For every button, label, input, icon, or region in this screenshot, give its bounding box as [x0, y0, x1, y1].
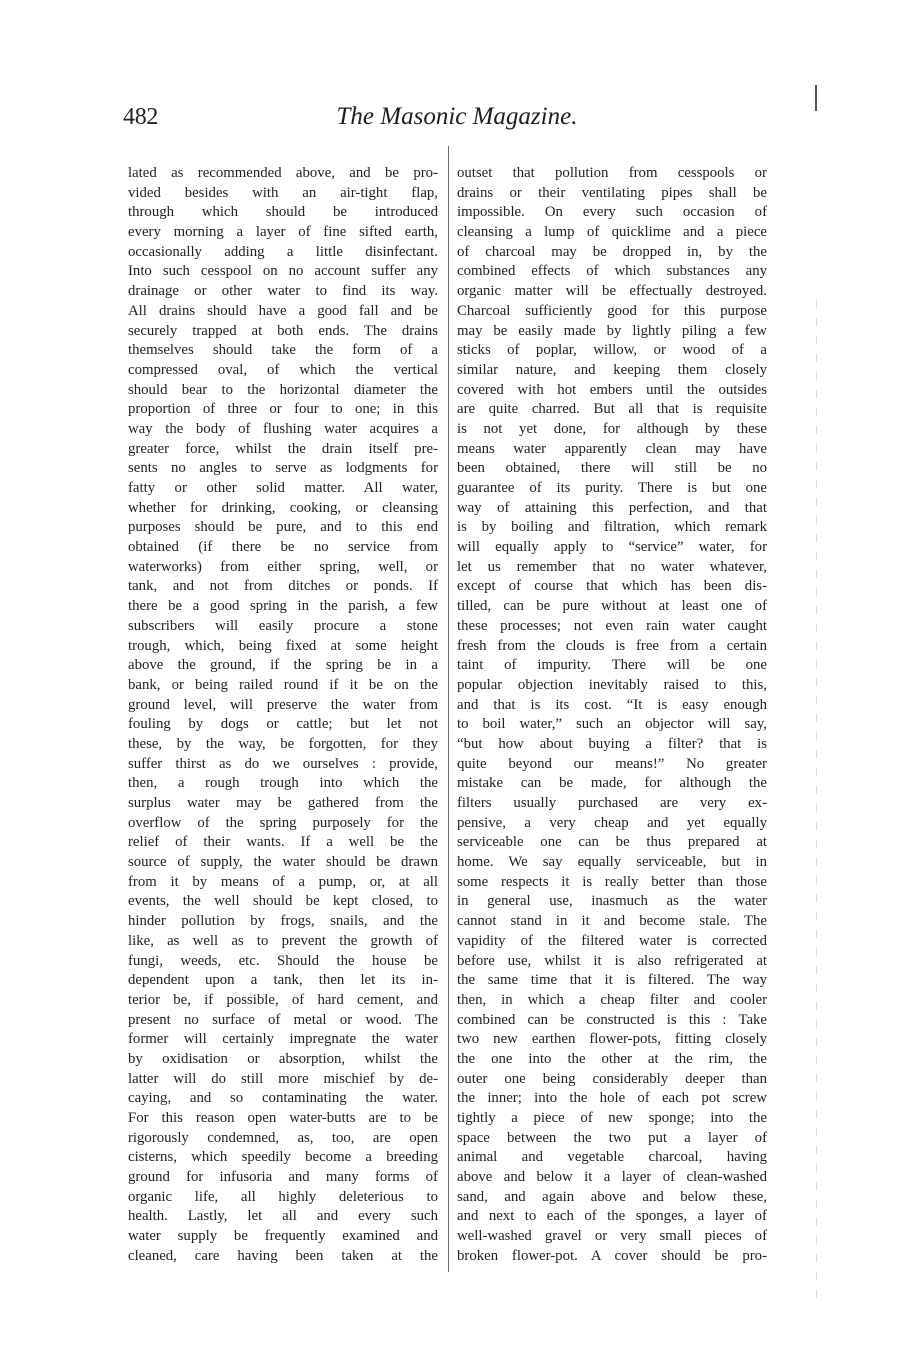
text-line: obtained (if there be no service from	[128, 539, 438, 556]
text-line: will equally apply to “service” water, for	[457, 539, 767, 556]
text-line: mistake can be made, for although the	[457, 775, 767, 792]
text-line: taint of impurity. There will be one	[457, 657, 767, 674]
running-title: The Masonic Magazine.	[336, 103, 578, 130]
text-line: let us remember that no water whatever,	[457, 558, 767, 575]
text-line: bank, or being railed round if it be on the	[128, 676, 438, 693]
text-line: then, in which a cheap filter and cooler	[457, 991, 767, 1008]
text-line: combined effects of which substances any	[457, 263, 767, 280]
page-header	[123, 102, 791, 136]
text-line: fatty or other solid matter. All water,	[128, 480, 438, 496]
text-line: “but how about buying a filter? that is	[457, 735, 767, 752]
text-line: securely trapped at both ends. The drains	[128, 322, 438, 339]
text-line: the same time that it is filtered. The way	[457, 972, 767, 989]
text-line: All drains should have a good fall and be	[128, 302, 438, 319]
text-line: above the ground, if the spring be in a	[128, 657, 438, 674]
column-divider	[448, 146, 449, 1272]
text-line: quite beyond our means!” No greater	[457, 755, 767, 772]
text-line: well-washed gravel or very small pieces of	[457, 1228, 767, 1245]
text-line: organic life, all highly deleterious to	[128, 1188, 438, 1205]
text-line: is by boiling and filtration, which remark	[457, 519, 767, 536]
text-line: broken flower-pot. A cover should be pro-	[457, 1247, 767, 1264]
text-line: organic matter will be effectually destroyed.	[457, 283, 767, 300]
text-line: there be a good spring in the parish, a few	[128, 598, 438, 615]
text-line: vided besides with an air-tight flap,	[128, 184, 438, 201]
text-line: latter will do still more mischief by de-	[128, 1070, 438, 1087]
text-line: sticks of poplar, willow, or wood of a	[457, 342, 767, 359]
text-line: fungi, weeds, etc. Should the house be	[128, 952, 438, 969]
text-line: present no surface of metal or wood. The	[128, 1011, 438, 1028]
text-line: proportion of three or four to one; in this	[128, 401, 438, 418]
text-line: pensive, a very cheap and yet equally	[457, 814, 767, 831]
text-line: dependent upon a tank, then let its in-	[128, 972, 438, 989]
text-line: in general use, inasmuch as the water	[457, 893, 767, 910]
text-line: means water apparently clean may have	[457, 440, 767, 457]
text-line: some respects it is really better than those	[457, 873, 767, 890]
text-line: way of attaining this perfection, and that	[457, 499, 767, 516]
text-line: these processes; not even rain water caught	[457, 617, 767, 634]
text-line: water supply be frequently examined and	[128, 1228, 438, 1245]
text-line: way the body of flushing water acquires a	[128, 420, 438, 437]
text-line: outset that pollution from cesspools or	[457, 165, 767, 181]
text-line: should bear to the horizontal diameter the	[128, 381, 438, 398]
text-line: vapidity of the filtered water is corrected	[457, 932, 767, 949]
text-line: been obtained, there will still be no	[457, 460, 767, 477]
left-text-column	[128, 164, 438, 1267]
text-line: sents no angles to serve as lodgments for	[128, 460, 438, 477]
text-line: two new earthen flower-pots, fitting closely	[457, 1031, 767, 1048]
text-line: Into such cesspool on no account suffer any	[128, 263, 438, 280]
text-line: to boil water,” such an objector will say,	[457, 716, 767, 733]
text-line: suffer thirst as do we ourselves : provide,	[128, 755, 438, 772]
page-number: 482	[123, 104, 159, 130]
text-line: popular objection inevitably raised to this,	[457, 676, 767, 693]
text-line: source of supply, the water should be drawn	[128, 854, 438, 871]
text-line: is not yet done, for although by these	[457, 420, 767, 437]
text-line: hinder pollution by frogs, snails, and the	[128, 913, 438, 930]
text-line: waterworks) from either spring, well, or	[128, 558, 438, 575]
text-line: outer one being considerably deeper than	[457, 1070, 767, 1087]
text-line: relief of their wants. If a well be the	[128, 834, 438, 851]
text-line: these, by the way, be forgotten, for they	[128, 735, 438, 752]
text-line: guarantee of its purity. There is but one	[457, 480, 767, 496]
text-line: cannot stand in it and become stale. The	[457, 913, 767, 930]
text-line: ground level, will preserve the water from	[128, 696, 438, 713]
text-line: from it by means of a pump, or, at all	[128, 873, 438, 890]
text-line: every morning a layer of fine sifted earth,	[128, 224, 438, 241]
text-line: compressed oval, of which the vertical	[128, 361, 438, 378]
text-line: animal and vegetable charcoal, having	[457, 1149, 767, 1166]
text-line: similar nature, and keeping them closely	[457, 361, 767, 378]
text-line: through which should be introduced	[128, 204, 438, 221]
text-line: fouling by dogs or cattle; but let not	[128, 716, 438, 733]
text-line: the one into the other at the rim, the	[457, 1050, 767, 1067]
text-line: terior be, if possible, of hard cement, and	[128, 991, 438, 1008]
text-line: former will certainly impregnate the water	[128, 1031, 438, 1048]
text-line: rigorously condemned, as, too, are open	[128, 1129, 438, 1146]
text-line: health. Lastly, let all and every such	[128, 1208, 438, 1225]
text-line: and next to each of the sponges, a layer of	[457, 1208, 767, 1225]
text-line: subscribers will easily procure a stone	[128, 617, 438, 634]
text-line: greater force, whilst the drain itself pre-	[128, 440, 438, 457]
text-line: drainage or other water to find its way.	[128, 283, 438, 300]
text-line: tilled, can be pure without at least one of	[457, 598, 767, 615]
text-line: cisterns, which speedily become a breeding	[128, 1149, 438, 1166]
text-line: then, a rough trough into which the	[128, 775, 438, 792]
right-text-column	[457, 164, 767, 1267]
text-line: tank, and not from ditches or ponds. If	[128, 578, 438, 595]
text-line: occasionally adding a little disinfectant.	[128, 243, 438, 260]
text-line: events, the well should be kept closed, to	[128, 893, 438, 910]
text-line: and that is its cost. “It is easy enough	[457, 696, 767, 713]
scan-edge-shadow	[816, 300, 817, 1300]
scan-margin-mark	[815, 85, 817, 111]
text-line: like, as well as to prevent the growth of	[128, 932, 438, 949]
text-line: serviceable one can be thus prepared at	[457, 834, 767, 851]
text-line: Charcoal sufficiently good for this purpose	[457, 302, 767, 319]
text-line: impossible. On every such occasion of	[457, 204, 767, 221]
text-line: filters usually purchased are very ex-	[457, 795, 767, 811]
text-line: sand, and again above and below these,	[457, 1188, 767, 1205]
text-line: above and below it a layer of clean-washed	[457, 1169, 767, 1186]
text-line: combined can be constructed is this : Take	[457, 1011, 767, 1028]
text-line: the inner; into the hole of each pot screw	[457, 1090, 767, 1107]
text-line: cleaned, care having been taken at the	[128, 1247, 438, 1264]
text-line: cleansing a lump of quicklime and a piece	[457, 224, 767, 241]
text-line: whether for drinking, cooking, or cleansing	[128, 499, 438, 516]
text-line: are quite charred. But all that is requisite	[457, 401, 767, 418]
text-line: covered with hot embers until the outsides	[457, 381, 767, 398]
text-line: drains or their ventilating pipes shall be	[457, 184, 767, 201]
text-line: space between the two put a layer of	[457, 1129, 767, 1146]
text-line: lated as recommended above, and be pro-	[128, 165, 438, 181]
text-line: fresh from the clouds is free from a certain	[457, 637, 767, 654]
text-line: purposes should be pure, and to this end	[128, 519, 438, 536]
text-line: overflow of the spring purposely for the	[128, 814, 438, 831]
text-line: caying, and so contaminating the water.	[128, 1090, 438, 1107]
text-line: For this reason open water-butts are to be	[128, 1110, 438, 1126]
text-line: before use, whilst it is also refrigerated at	[457, 952, 767, 969]
text-line: of charcoal may be dropped in, by the	[457, 243, 767, 260]
text-line: trough, which, being fixed at some height	[128, 637, 438, 654]
text-line: may be easily made by lightly piling a few	[457, 322, 767, 339]
text-line: surplus water may be gathered from the	[128, 795, 438, 811]
text-line: ground for infusoria and many forms of	[128, 1169, 438, 1186]
text-line: except of course that which has been dis-	[457, 578, 767, 595]
text-line: themselves should take the form of a	[128, 342, 438, 359]
text-line: tightly a piece of new sponge; into the	[457, 1110, 767, 1126]
text-line: home. We say equally serviceable, but in	[457, 854, 767, 871]
text-line: by oxidisation or absorption, whilst the	[128, 1050, 438, 1067]
